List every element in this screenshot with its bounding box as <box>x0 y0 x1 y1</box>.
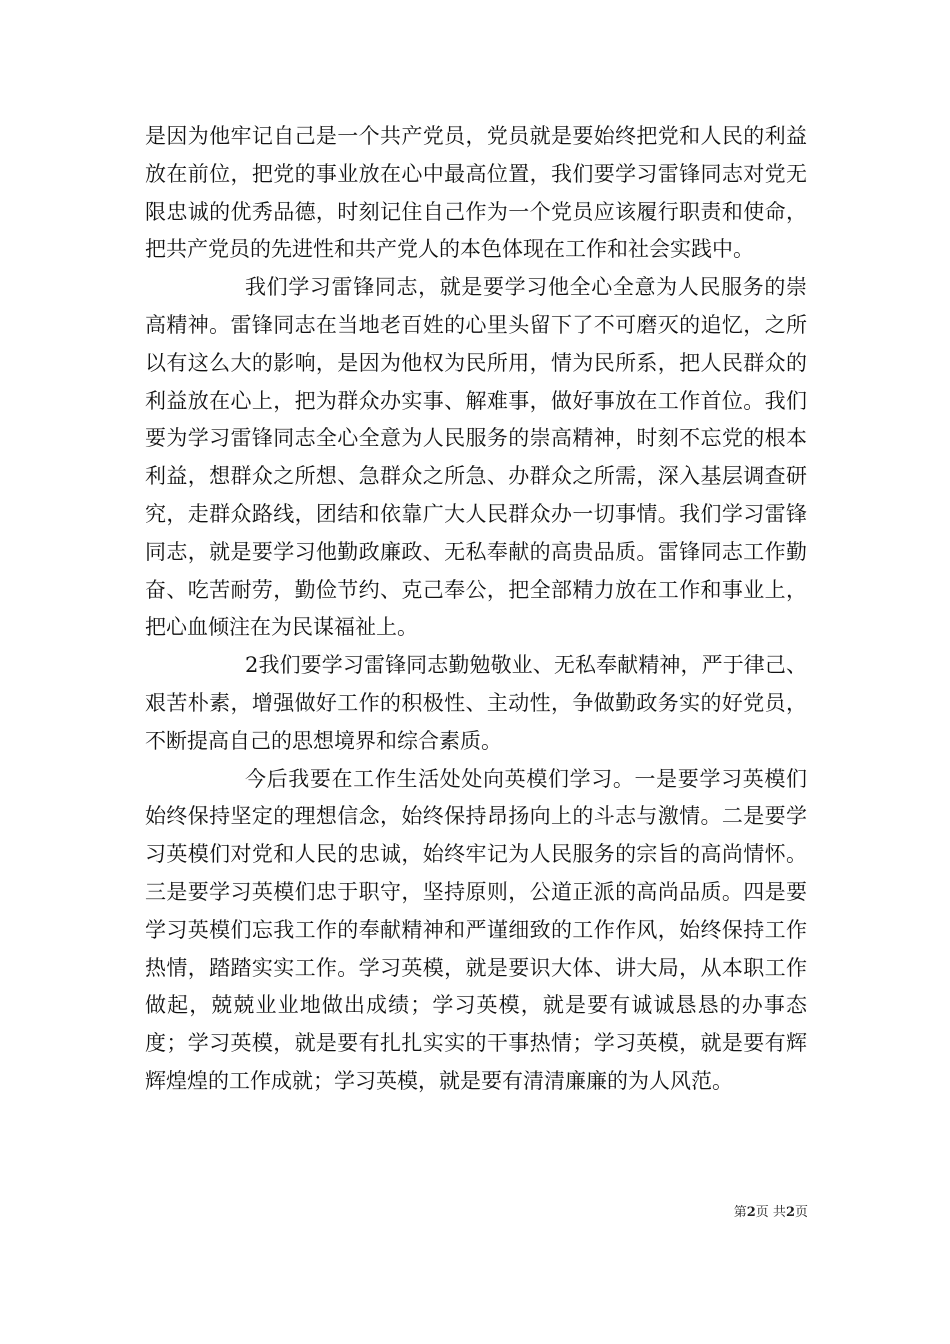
paragraph-4: 今后我要在工作生活处处向英模们学习。一是要学习英模们始终保持坚定的理想信念，始终保持昂扬向上的斗志与激情。二是要学习英模们对党和人民的忠诚，始终牢记为人民服务的宗旨的高尚情怀。三是要学习英模们忠于职守，坚持原则，公道正派的高尚品质。四是要学习英模们忘我工作的奉献精神和严谨细致的工作作风，始终保持工作热情，踏踏实实工作。学习英模，就是要识大体、讲大局，从本职工作做起，兢兢业业地做出成绩；学习英模，就是要有诚诚恳恳的办事态度；学习英模，就是要有扎扎实实的干事热情；学习英模，就是要有辉辉煌煌的工作成就；学习英模，就是要有清清廉廉的为人风范。 <box>145 766 807 1093</box>
paragraph-1: 是因为他牢记自己是一个共产党员，党员就是要始终把党和人民的利益放在前位，把党的事业放在心中最高位置，我们要学习雷锋同志对党无限忠诚的优秀品德，时刻记住自己作为一个党员应该履行职责和使命，把共产党员的先进性和共产党人的本色体现在工作和社会实践中。 <box>145 124 807 262</box>
page-label-suffix: 页 <box>794 1205 808 1220</box>
current-page-number: 2 <box>746 1205 756 1220</box>
paragraph-3: 2我们要学习雷锋同志勤勉敬业、无私奉献精神，严于律己、艰苦朴素，增强做好工作的积极性、主动性，争做勤政务实的好党员，不断提高自己的思想境界和综合素质。 <box>145 653 807 753</box>
page-label-prefix: 第 <box>733 1205 747 1220</box>
page-number-footer <box>708 1205 808 1221</box>
page-label-middle: 页 共 <box>755 1205 786 1220</box>
document-body <box>145 118 807 1101</box>
paragraph-2: 我们学习雷锋同志，就是要学习他全心全意为人民服务的崇高精神。雷锋同志在当地老百姓的心里头留下了不可磨灭的追忆，之所以有这么大的影响，是因为他权为民所用，情为民所系，把人民群众的利益放在心上，把为群众办实事、解难事，做好事放在工作首位。我们要为学习雷锋同志全心全意为人民服务的崇高精神，时刻不忘党的根本利益，想群众之所想、急群众之所急、办群众之所需，深入基层调查研究，走群众路线，团结和依靠广大人民群众办一切事情。我们学习雷锋同志，就是要学习他勤政廉政、无私奉献的高贵品质。雷锋同志工作勤奋、吃苦耐劳，勤俭节约、克己奉公，把全部精力放在工作和事业上，把心血倾注在为民谋福祉上。 <box>145 275 807 640</box>
total-pages-number: 2 <box>785 1205 795 1220</box>
